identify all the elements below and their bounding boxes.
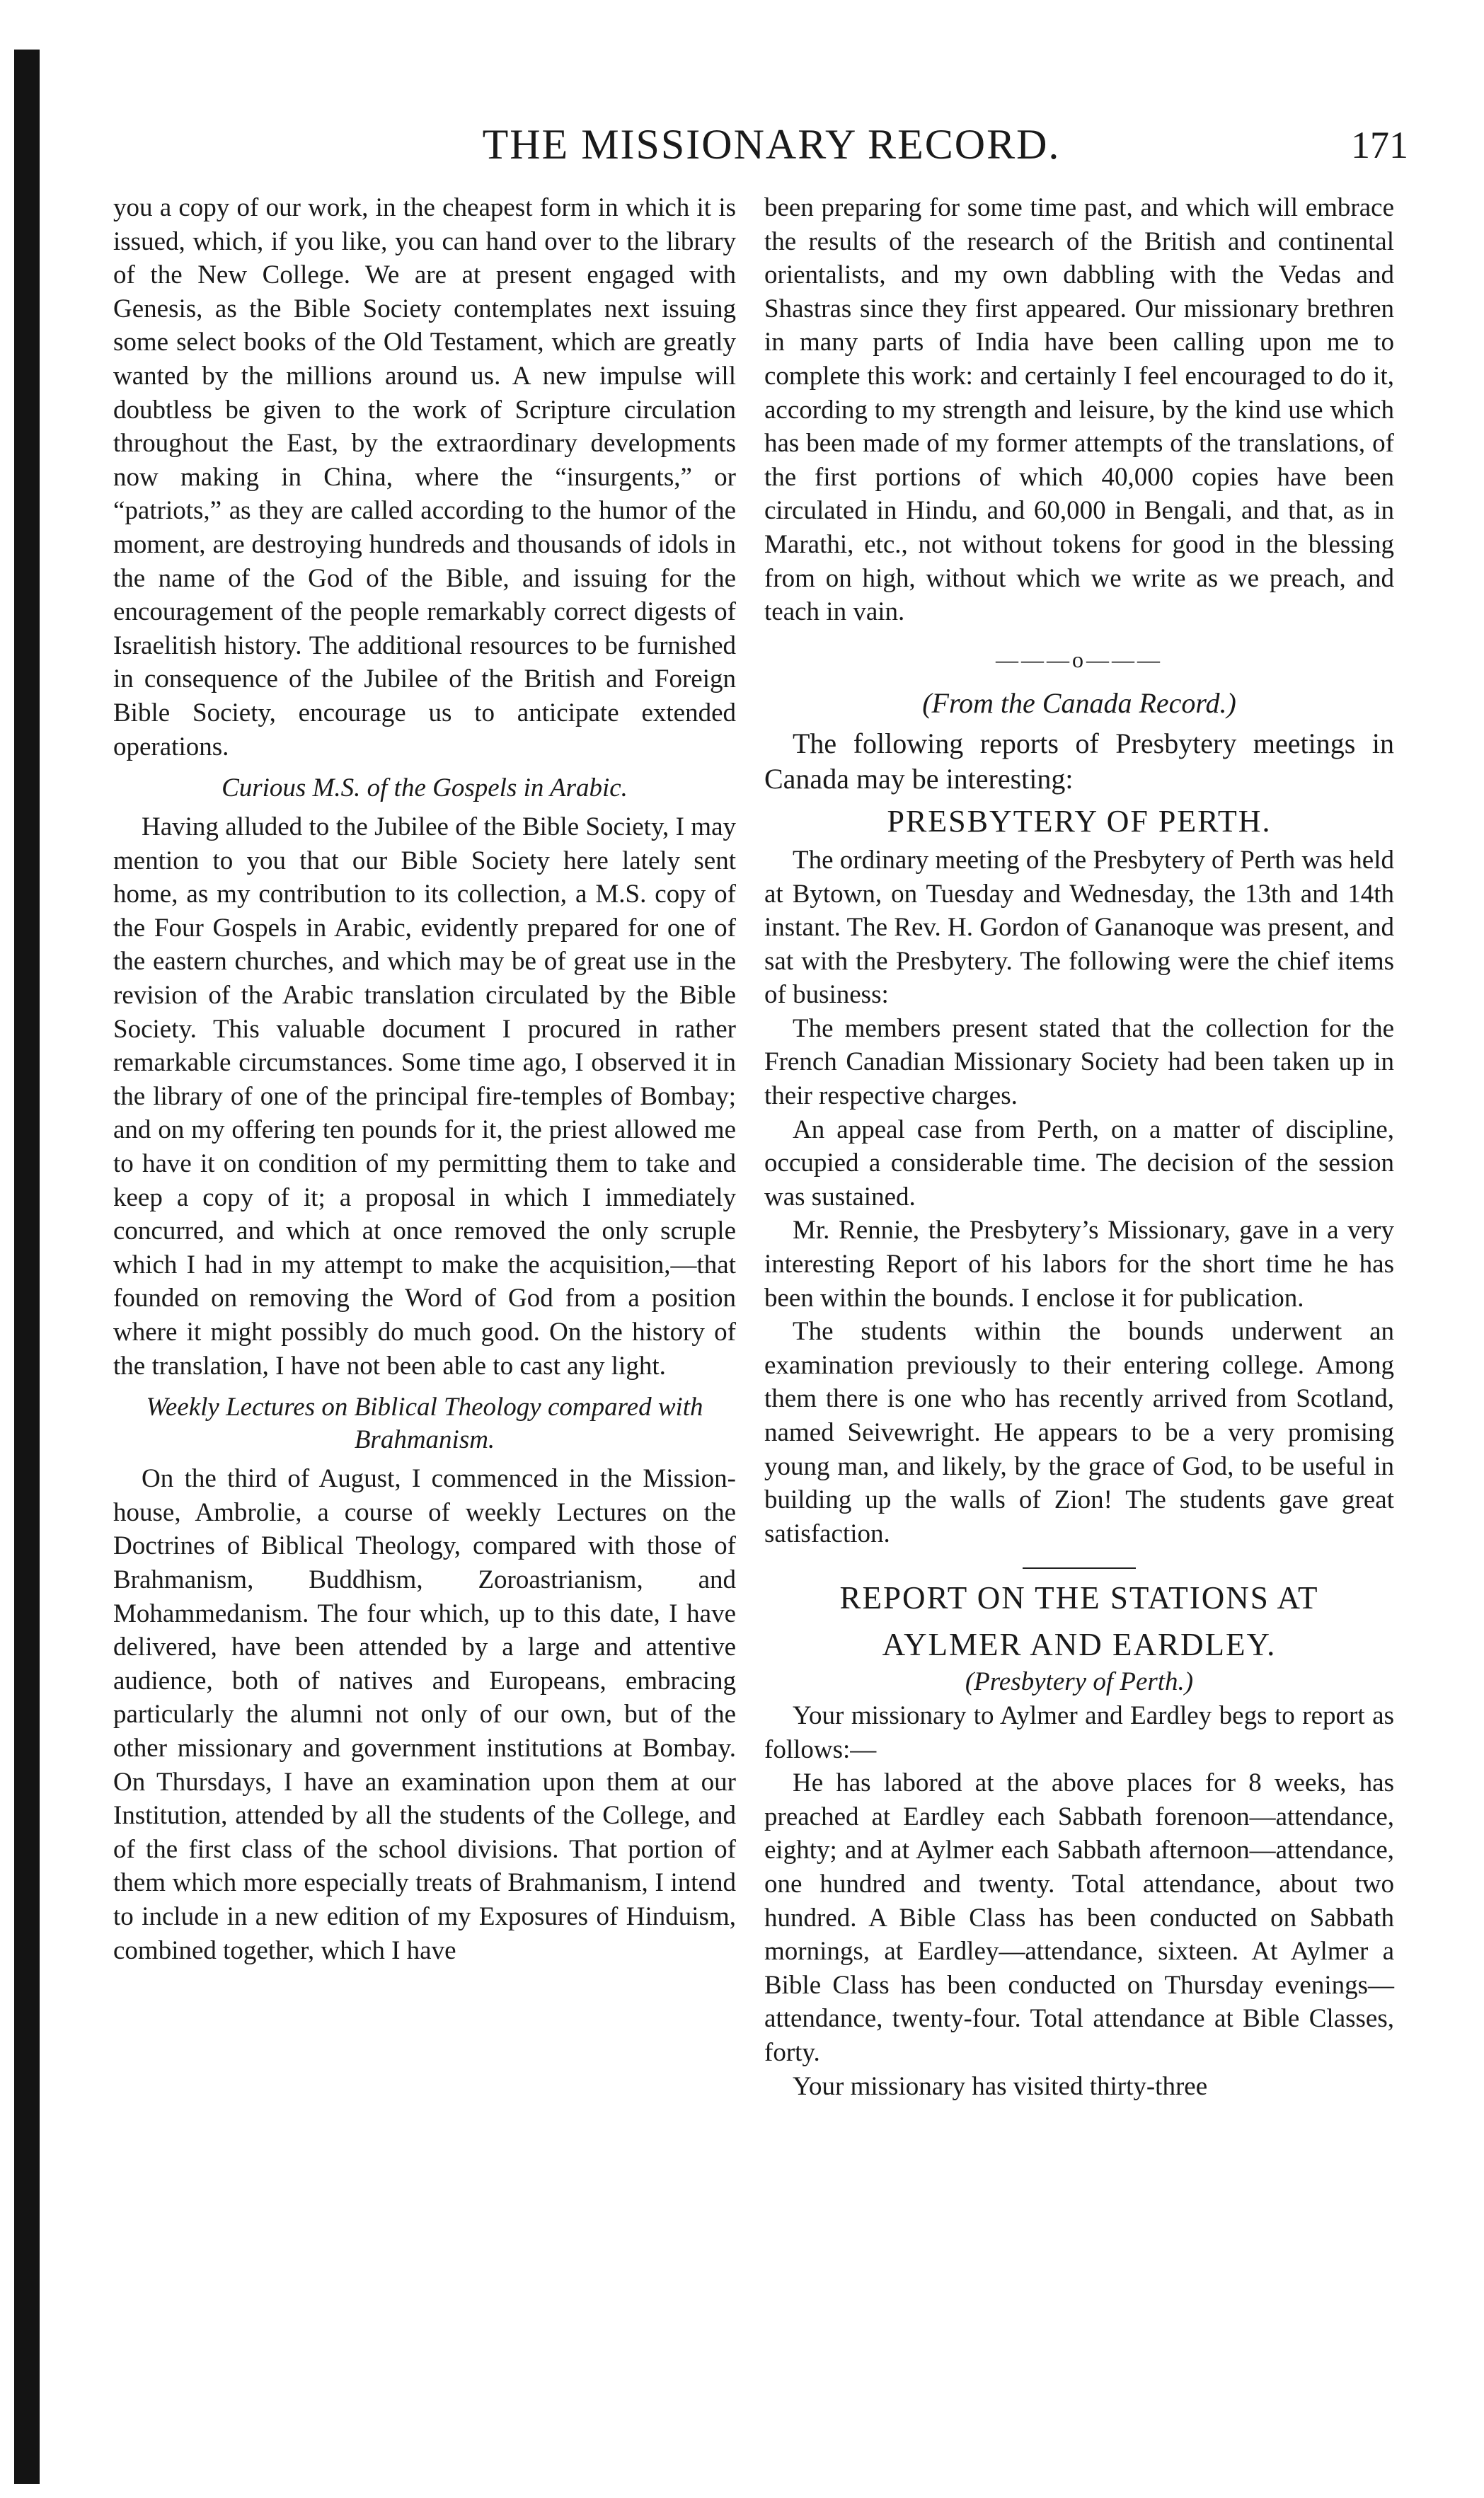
heading-presbytery-of-perth: PRESBYTERY OF PERTH. — [887, 803, 1272, 839]
intro-paragraph: The following reports of Presbytery meetings in Canada may be interesting: — [764, 727, 1394, 795]
right-paragraph-2: The ordinary meeting of the Presbytery of Perth was held at Bytown, on Tuesday and Wednesday, the 13th and 14th instant. The Rev. H. Gordon of Gananoque was present, and sat with the Presbytery. The following were the chief items of business: — [764, 845, 1394, 1010]
page-binding-edge — [14, 50, 40, 2484]
source-line: (From the Canada Record.) — [922, 687, 1236, 720]
heading-weekly-lectures: Weekly Lectures on Biblical Theology compared with Brahmanism. — [146, 1393, 703, 1455]
left-paragraph-3: On the third of August, I commenced in the Mission-house, Ambrolie, a course of weekly Lectures on the Doctrines of Biblical Theology, compared with those of Brahmanism, Buddhism, Zoroastrianism, and Mohammedanism. The four which, up to this date, I have delivered, have been attended by a large and attentive audience, both of natives and Europeans, embracing particularly the alumni not only of our own, but of the other missionary and government institutions at Bombay. On Thursdays, I have an examination upon them at our Institution, attended by all the students of the College, and of the first class of the school divisions. That portion of them which more especially treats of Brahmanism, I intend to include in a new edition of my Exposures of Hinduism, combined together, which I have — [113, 1464, 736, 1965]
right-paragraph-5: Mr. Rennie, the Presbytery’s Missionary, gave in a very interesting Report of his labors for the short time he has been within the bounds. I enclose it for publication. — [764, 1216, 1394, 1313]
page-number: 171 — [1351, 124, 1408, 166]
heading-arabic-gospels: Curious M.S. of the Gospels in Arabic. — [222, 773, 628, 803]
right-paragraph-6: The students within the bounds underwent an examination previously to their entering college. Among them there is one who has recently arrived from Scotland, named Seivewright. He appears to be a very promising young man, and likely, by the grace of God, to be useful in building up the walls of Zion! The students gave great satisfaction. — [764, 1317, 1394, 1548]
right-paragraph-7: Your missionary to Aylmer and Eardley begs to report as follows:— — [764, 1700, 1394, 1764]
running-head — [113, 113, 1430, 177]
heading-report-line-2: AYLMER AND EARDLEY. — [882, 1627, 1277, 1663]
right-paragraph-3: The members present stated that the collection for the French Canadian Missionary Society had been taken up in their respective charges. — [764, 1013, 1394, 1111]
section-ornament: ———o——— — [996, 646, 1163, 672]
left-column — [113, 191, 736, 1967]
running-title: THE MISSIONARY RECORD. — [482, 121, 1061, 168]
right-paragraph-9: Your missionary has visited thirty-three — [793, 2071, 1208, 2101]
right-paragraph-4: An appeal case from Perth, on a matter of discipline, occupied a considerable time. The decision of the session was sustained. — [764, 1115, 1394, 1211]
heading-report-line-1: REPORT ON THE STATIONS AT — [839, 1580, 1319, 1616]
heading-report-subtitle: (Presbytery of Perth.) — [965, 1667, 1194, 1697]
left-paragraph-2: Having alluded to the Jubilee of the Bible Society, I may mention to you that our Bible Society here lately sent home, as my contribution to its collection, a M.S. copy of the Four Gospels in Arabic, evidently prepared for one of the eastern churches, and which may be of great use in the revision of the Arabic translation circulated by the Bible Society. This valuable document I procured in rather remarkable circumstances. Some time ago, I observed it in the library of one of the principal fire-temples of Bombay; and on my offering ten pounds for it, the priest allowed me to have it on condition of my permitting them to take and keep a copy of it; a proposal in which I immediately concurred, and which at once removed the only scruple which I had in my attempt to make the acquisition,—that founded on removing the Word of God from a position where it might possibly do much good. On the history of the translation, I have not been able to cast any light. — [113, 812, 736, 1381]
section-rule — [1023, 1567, 1136, 1569]
right-paragraph-1: been preparing for some time past, and which will embrace the results of the research of the British and continental orientalists, and my own dabbling with the Vedas and Shastras since they first appeared. Our missionary brethren in many parts of India have been calling upon me to complete this work: and certainly I feel encouraged to do it, according to my strength and leisure, by the kind use which has been made of my former attempts of the translations, of the first portions of which 40,000 copies have been circulated in Hindu, and 60,000 in Bengali, and that, as in Marathi, etc., not without tokens for good in the blessing from on high, without which we write as we preach, and teach in vain. — [764, 193, 1394, 627]
right-paragraph-8: He has labored at the above places for 8 weeks, has preached at Eardley each Sabbath forenoon—attendance, eighty; and at Aylmer each Sabbath afternoon—attendance, one hundred and twenty. Total attendance, about two hundred. A Bible Class has been conducted on Sabbath mornings, at Eardley—attendance, sixteen. At Aylmer a Bible Class has been conducted on Thursday evenings—attendance, twenty-four. Total attendance at Bible Classes, forty. — [764, 1768, 1394, 2067]
right-column — [764, 191, 1394, 2103]
left-paragraph-1: you a copy of our work, in the cheapest form in which it is issued, which, if you like, you can hand over to the library of the New College. We are at present engaged with Genesis, as the Bible Society contemplates next issuing some select books of the Old Testament, which are greatly wanted by the millions around us. A new impulse will doubtless be given to the work of Scripture circulation throughout the East, by the extraordinary developments now making in China, where the “insurgents,” or “patriots,” as they are called according to the humor of the moment, are destroying hundreds and thousands of idols in the name of the God of the Bible, and issuing for the encouragement of the people remarkably correct digests of Israelitish history. The additional resources to be furnished in consequence of the Jubilee of the British and Foreign Bible Society, encourage us to anticipate extended operations. — [113, 193, 736, 761]
